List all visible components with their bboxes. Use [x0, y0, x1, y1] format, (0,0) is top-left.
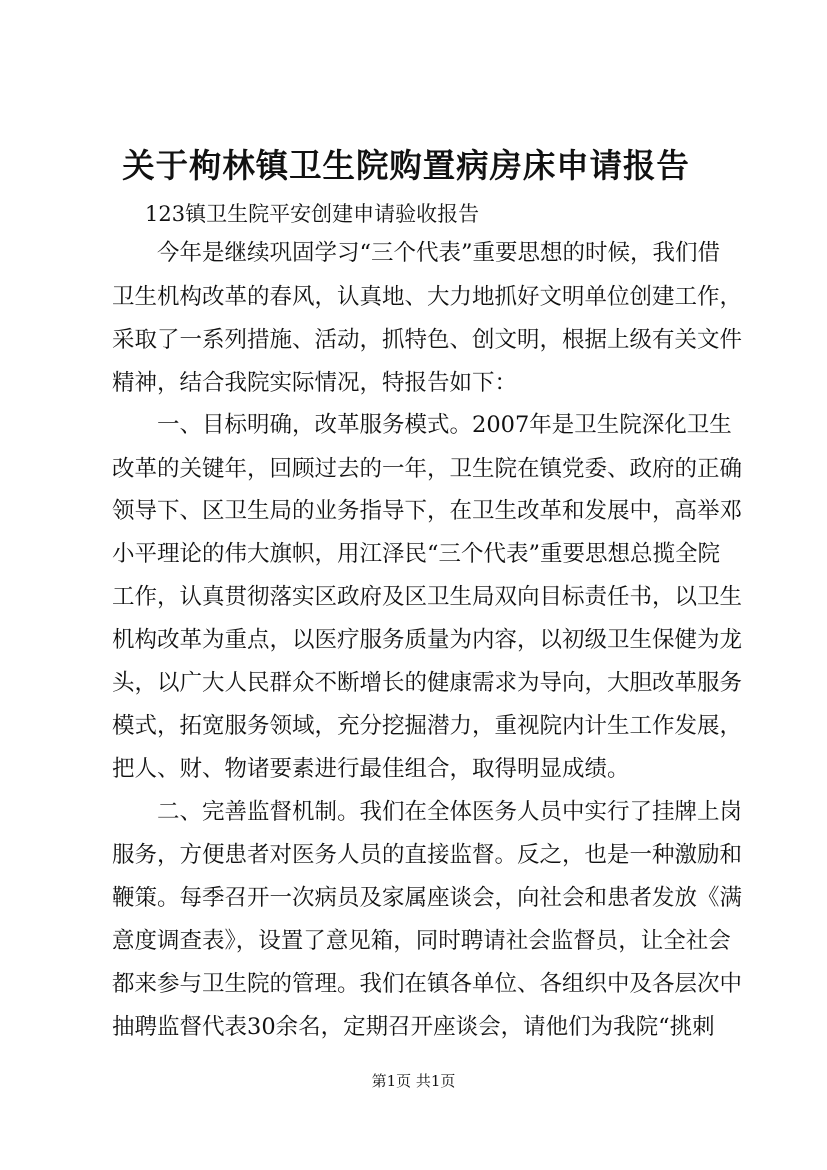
body-line: 抽聘监督代表30余名，定期召开座谈会，请他们为我院“挑刺 — [112, 1014, 715, 1040]
body-line: 二、完善监督机制。我们在全体医务人员中实行了挂牌上岗 — [157, 799, 743, 825]
body-line: 改革的关键年，回顾过去的一年，卫生院在镇党委、政府的正确 — [112, 456, 743, 482]
page-footer: 第1页 共1页 — [371, 1072, 456, 1090]
body-line: 服务，方便患者对医务人员的直接监督。反之，也是一种激励和 — [112, 842, 743, 868]
body-line: 都来参与卫生院的管理。我们在镇各单位、各组织中及各层次中 — [112, 971, 743, 997]
body-line: 今年是继续巩固学习“三个代表”重要思想的时候，我们借 — [157, 240, 721, 266]
body-line: 头，以广大人民群众不断增长的健康需求为导向，大胆改革服务 — [112, 670, 743, 696]
body-line: 小平理论的伟大旗帜，用江泽民“三个代表”重要思想总揽全院 — [112, 541, 721, 567]
body-line: 采取了一系列措施、活动，抓特色、创文明，根据上级有关文件 — [112, 327, 743, 353]
body-line: 工作，认真贯彻落实区政府及区卫生局双向目标责任书，以卫生 — [112, 584, 743, 610]
body-line: 精神，结合我院实际情况，特报告如下： — [112, 370, 518, 396]
body-line: 卫生机构改革的春风，认真地、大力地抓好文明单位创建工作， — [112, 284, 743, 310]
body-line: 把人、财、物诸要素进行最佳组合，取得明显成绩。 — [112, 756, 630, 782]
body-line: 一、目标明确，改革服务模式。2007年是卫生院深化卫生 — [157, 412, 732, 438]
body-line: 意度调查表》，设置了意见箱，同时聘请社会监督员，让全社会 — [112, 928, 731, 954]
document-subtitle: 123镇卫生院平安创建申请验收报告 — [145, 202, 480, 226]
body-line: 机构改革为重点，以医疗服务质量为内容，以初级卫生保健为龙 — [112, 627, 743, 653]
body-line: 鞭策。每季召开一次病员及家属座谈会，向社会和患者发放《满 — [112, 885, 743, 911]
body-line: 领导下、区卫生局的业务指导下，在卫生改革和发展中，高举邓 — [112, 498, 743, 524]
document-title: 关于枸林镇卫生院购置病房床申请报告 — [122, 146, 690, 185]
body-line: 模式，拓宽服务领域，充分挖掘潜力，重视院内计生工作发展， — [112, 713, 743, 739]
